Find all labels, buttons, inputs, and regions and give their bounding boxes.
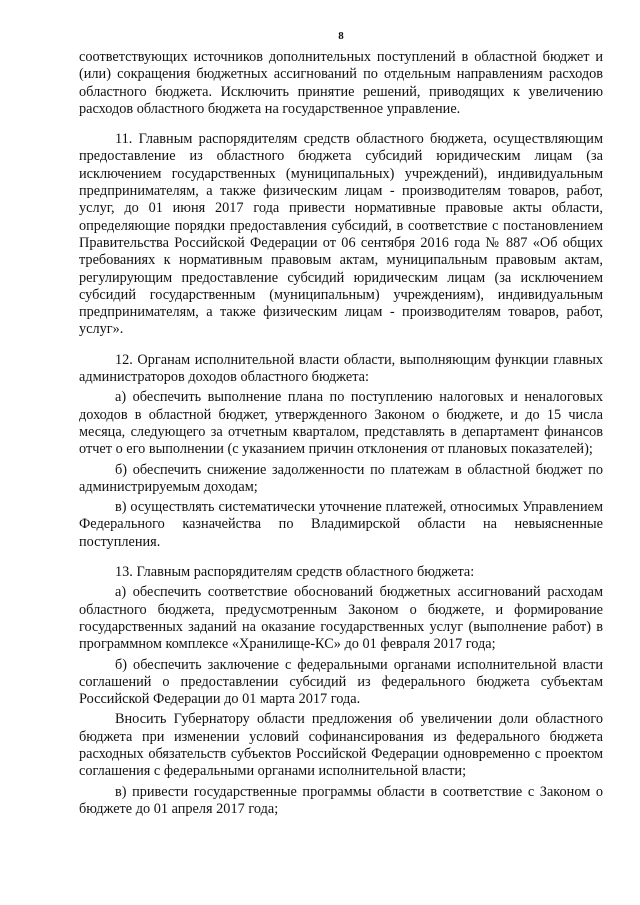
paragraph-item-13b-note: Вносить Губернатору области предложения об увеличении доли областного бюджета при изменении условий софинансирования из федерального бюджета расходных обязательств субъектов Российской Федерации одновременно с проектом соглашения с федеральными органами исполнительной власти; — [79, 711, 603, 780]
paragraph-item-12b: б) обеспечить снижение задолженности по платежам в областной бюджет по администрируемым доходам; — [79, 461, 603, 495]
page-number: 8 — [338, 30, 344, 42]
paragraph-item-13b: б) обеспечить заключение с федеральными органами исполнительной власти соглашений о предоставлении субсидий из федерального бюджета субъектам Российской Федерации до 01 марта 2017 года. — [79, 656, 603, 708]
paragraph-gap — [79, 554, 603, 564]
paragraph-item-12: 12. Органам исполнительной власти области, выполняющим функции главных администраторов доходов областного бюджета: — [79, 351, 603, 386]
paragraph-item-12a: а) обеспечить выполнение плана по поступлению налоговых и неналоговых доходов в областной бюджет, утвержденного Законом о бюджете, и до 15 числа месяца, следующего за отчетным кварталом, представлять в департамент финансов отчет о его выполнении (с указанием причин отклонения от плановых показателей); — [79, 389, 603, 458]
paragraph-gap — [79, 342, 603, 352]
paragraph-item-11: 11. Главным распорядителям средств областного бюджета, осуществляющим предоставление из областного бюджета субсидий юридическим лицам (за исключением государственных (муниципальных) учреждений), индивидуальным предпринимателям, а также физическим лицам - производителям товаров, работ, услуг, до 01 июня 2017 года привести нормативные правовые акты области, определяющие порядки предоставления субсидий, в соответствие с постановлением Правительства Российской Федерации от 06 сентября 2016 года № 887 «Об общих требованиях к нормативным правовым актам, муниципальным правовым актам, регулирующим предоставление субсидий юридическим лицам (за исключением субсидий государственным (муниципальным) учреждениям), индивидуальным предпринимателям, а также физическим лицам - производителям товаров, работ, услуг». — [79, 131, 603, 338]
document-page — [79, 30, 603, 821]
paragraph-item-13a: а) обеспечить соответствие обоснований бюджетных ассигнований расходам областного бюджета, предусмотренным Законом о бюджете, и формирование государственных заданий на оказание государственных услуг (выполнение работ) в программном комплексе «Хранилище-КС» до 01 февраля 2017 года; — [79, 584, 603, 653]
paragraph-item-12c: в) осуществлять систематически уточнение платежей, относимых Управлением Федерального казначейства по Владимирской области на невыясненные поступления. — [79, 499, 603, 550]
paragraph-gap — [79, 121, 603, 131]
paragraph-item-13: 13. Главным распорядителям средств областного бюджета: — [115, 564, 475, 581]
paragraph-item-13c: в) привести государственные программы области в соответствие с Законом о бюджете до 01 апреля 2017 года; — [79, 783, 603, 817]
paragraph-continuation: соответствующих источников дополнительных поступлений в областной бюджет и (или) сокращения бюджетных ассигнований по отдельным направлениям расходов областного бюджета. Исключить принятие решений, приводящих к увеличению расходов областного бюджета на государственное управление. — [79, 49, 603, 117]
